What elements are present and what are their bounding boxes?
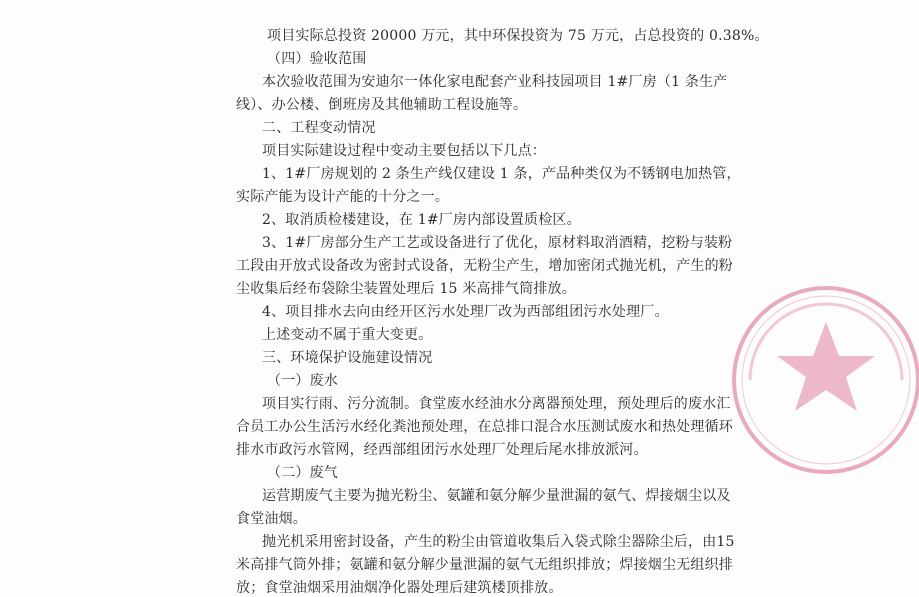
text-line-exhaust-1: 运营期废气主要为抛光粉尘、氨罐和氨分解少量泄漏的氨气、焊接烟尘以及 xyxy=(262,488,731,504)
official-seal xyxy=(716,270,876,430)
text-line-change-3a: 3、1#厂房部分生产工艺或设备进行了优化，原材料取消酒精，挖粉与装粉 xyxy=(262,235,733,251)
text-line-wastewater-2: 合员工办公生活污水经化粪池预处理，在总排口混合水压测试废水和热处理循环 xyxy=(236,419,733,435)
text-line-scope-2: 线）、办公楼、倒班房及其他辅助工程设施等。 xyxy=(236,97,528,113)
text-line-change-3c: 尘收集后经布袋除尘装置处理后 15 米高排气筒排放。 xyxy=(236,281,576,297)
text-line-not-major-change: 上述变动不属于重大变更。 xyxy=(262,327,433,343)
heading-wastewater: （一）废水 xyxy=(267,373,338,389)
seal-icon xyxy=(716,270,919,490)
text-line-polishing-2: 米高排气筒外排；氨罐和氨分解少量泄漏的氨气无组织排放；焊接烟尘无组织排 xyxy=(236,557,733,573)
text-line-change-3b: 工段由开放式设备改为密封式设备，无粉尘产生，增加密闭式抛光机，产生的粉 xyxy=(236,258,733,274)
text-line-changes-intro: 项目实际建设过程中变动主要包括以下几点： xyxy=(262,143,546,159)
heading-project-changes: 二、工程变动情况 xyxy=(262,120,376,136)
text-line-scope-1: 本次验收范围为安迪尔一体化家电配套产业科技园项目 1#厂房（1 条生产 xyxy=(262,74,728,90)
text-line-wastewater-3: 排水市政污水管网，经西部组团污水处理厂处理后尾水排放派河。 xyxy=(236,442,648,458)
text-line-change-2: 2、取消质检楼建设，在 1#厂房内部设置质检区。 xyxy=(262,212,581,228)
text-line-change-1a: 1、1#厂房规划的 2 条生产线仅建设 1 条，产品种类仅为不锈钢电加热管， xyxy=(262,166,741,182)
text-line-exhaust-2: 食堂油烟。 xyxy=(236,511,307,527)
text-line-polishing-3: 放；食堂油烟采用油烟净化器处理后建筑楼顶排放。 xyxy=(236,580,563,596)
heading-acceptance-scope: （四）验收范围 xyxy=(267,51,367,67)
heading-exhaust-gas: （二）废气 xyxy=(267,465,338,481)
heading-env-facilities: 三、环境保护设施建设情况 xyxy=(262,350,433,366)
text-line-wastewater-1: 项目实行雨、污分流制。食堂废水经油水分离器预处理，预处理后的废水汇 xyxy=(262,396,731,412)
text-line-change-1b: 实际产能为设计产能的十分之一。 xyxy=(236,189,449,205)
text-line-investment: 项目实际总投资 20000 万元，其中环保投资为 75 万元，占总投资的 0.38%。 xyxy=(267,28,769,44)
text-line-polishing-1: 抛光机采用密封设备，产生的粉尘由管道收集后入袋式除尘器除尘后，由15 xyxy=(262,534,735,550)
text-line-change-4: 4、项目排水去向由经开区污水处理厂改为西部组团污水处理厂。 xyxy=(262,304,669,320)
